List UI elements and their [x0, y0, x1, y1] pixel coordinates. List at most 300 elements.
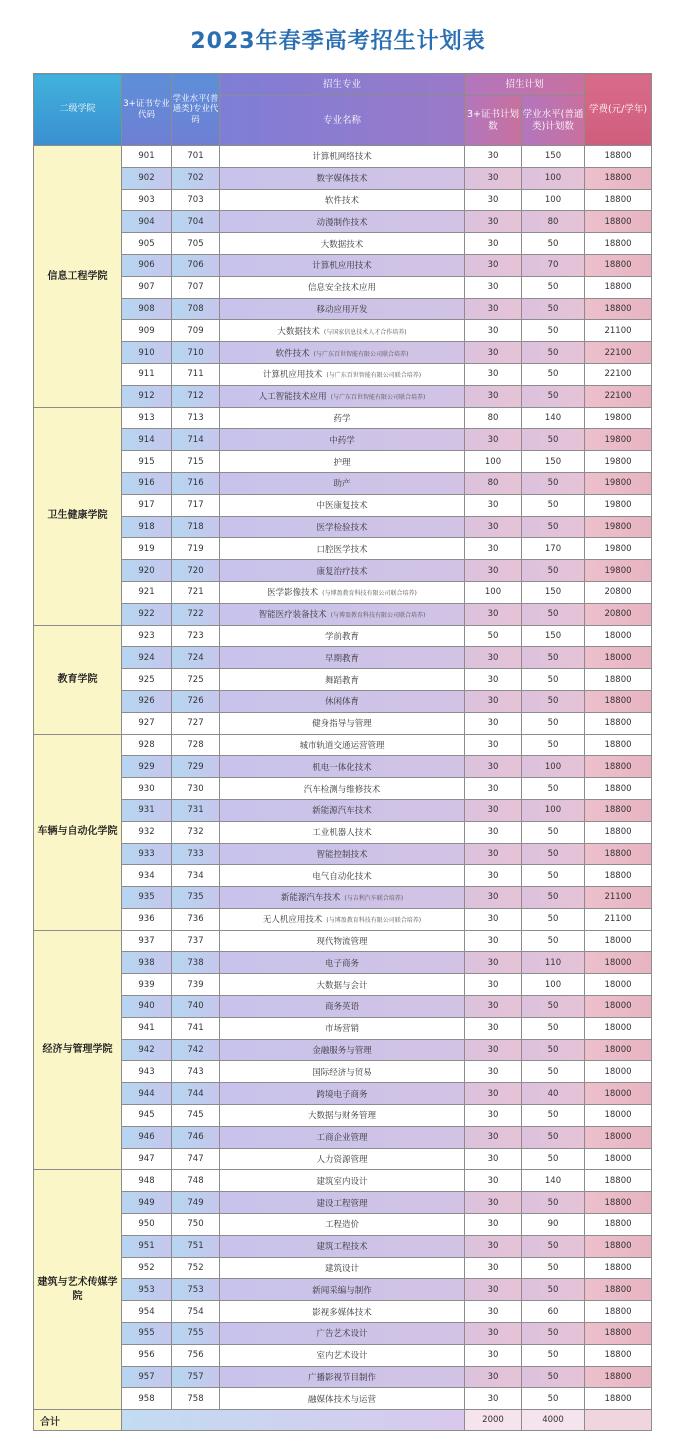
- fee-cell: 22100: [585, 385, 652, 407]
- cert-plan-cell: 30: [465, 908, 522, 930]
- cert-code-cell: 948: [122, 1170, 172, 1192]
- cert-code-cell: 921: [122, 581, 172, 603]
- major-name-cell: [220, 1148, 465, 1170]
- level-code-cell: 755: [172, 1323, 220, 1345]
- major-name: 护理: [333, 457, 351, 468]
- cert-plan-cell: 30: [465, 974, 522, 996]
- major-name-cell: [220, 1083, 465, 1105]
- level-plan-cell: 50: [522, 712, 585, 734]
- level-code-cell: 753: [172, 1279, 220, 1301]
- level-plan-cell: 50: [522, 298, 585, 320]
- fee-cell: 18800: [585, 167, 652, 189]
- fee-cell: 18800: [585, 799, 652, 821]
- level-code-cell: 709: [172, 320, 220, 342]
- level-code-cell: 714: [172, 429, 220, 451]
- major-name: 人工智能技术应用: [258, 392, 327, 403]
- cert-code-cell: 902: [122, 167, 172, 189]
- major-name-cell: [220, 363, 465, 385]
- major-name-cell: [220, 1039, 465, 1061]
- level-code-cell: 711: [172, 363, 220, 385]
- major-name: 工业机器人技术: [312, 828, 372, 839]
- total-cert-plan: 2000: [465, 1410, 522, 1431]
- level-code-cell: 739: [172, 974, 220, 996]
- level-plan-cell: 50: [522, 603, 585, 625]
- level-code-cell: 727: [172, 712, 220, 734]
- table-row: [34, 538, 652, 560]
- header-cert-code: 3+证书专业代码: [122, 74, 172, 146]
- major-name: 计算机网络技术: [312, 152, 372, 163]
- cert-plan-cell: 30: [465, 233, 522, 255]
- header-major-name: 专业名称: [220, 96, 465, 146]
- fee-cell: 18800: [585, 233, 652, 255]
- fee-cell: 19800: [585, 472, 652, 494]
- major-name-cell: [220, 1388, 465, 1410]
- major-name: 建设工程管理: [316, 1198, 368, 1209]
- cert-plan-cell: 30: [465, 494, 522, 516]
- major-name-cell: [220, 429, 465, 451]
- major-name: 休闲体育: [324, 697, 359, 708]
- major-name: 融媒体技术与运营: [307, 1394, 376, 1405]
- table-row: [34, 1061, 652, 1083]
- cert-plan-cell: 80: [465, 472, 522, 494]
- table-row: [34, 189, 652, 211]
- major-name-cell: [220, 1126, 465, 1148]
- fee-cell: 18800: [585, 865, 652, 887]
- level-plan-cell: 70: [522, 254, 585, 276]
- major-name-cell: [220, 669, 465, 691]
- major-name-cell: [220, 167, 465, 189]
- cert-code-cell: 929: [122, 756, 172, 778]
- fee-cell: 19800: [585, 429, 652, 451]
- table-row: [34, 603, 652, 625]
- cert-plan-cell: 30: [465, 1366, 522, 1388]
- cert-plan-cell: 30: [465, 1105, 522, 1127]
- level-code-cell: 701: [172, 146, 220, 168]
- level-plan-cell: 50: [522, 320, 585, 342]
- college-name: 建筑与艺术传媒学院: [34, 1170, 122, 1410]
- cert-plan-cell: 30: [465, 1083, 522, 1105]
- cert-code-cell: 934: [122, 865, 172, 887]
- major-name: 助产: [333, 479, 351, 490]
- total-filler: [122, 1410, 465, 1431]
- cert-plan-cell: 30: [465, 712, 522, 734]
- major-name-cell: [220, 974, 465, 996]
- level-code-cell: 704: [172, 211, 220, 233]
- header-fee: 学费(元/学年): [585, 74, 652, 146]
- fee-cell: 18000: [585, 996, 652, 1018]
- fee-cell: 18000: [585, 1039, 652, 1061]
- college-name: 信息工程学院: [34, 146, 122, 408]
- fee-cell: 21100: [585, 320, 652, 342]
- fee-cell: 18000: [585, 952, 652, 974]
- major-name-cell: [220, 385, 465, 407]
- major-name: 药学: [333, 413, 351, 424]
- level-plan-cell: 50: [522, 385, 585, 407]
- cert-code-cell: 922: [122, 603, 172, 625]
- level-code-cell: 749: [172, 1192, 220, 1214]
- level-plan-cell: 50: [522, 647, 585, 669]
- cert-plan-cell: 30: [465, 843, 522, 865]
- fee-cell: 18000: [585, 1148, 652, 1170]
- major-name-cell: [220, 930, 465, 952]
- fee-cell: 21100: [585, 908, 652, 930]
- cert-code-cell: 905: [122, 233, 172, 255]
- fee-cell: 18800: [585, 1344, 652, 1366]
- level-plan-cell: 50: [522, 669, 585, 691]
- major-name-cell: [220, 560, 465, 582]
- major-name-cell: [220, 887, 465, 909]
- level-plan-cell: 50: [522, 1235, 585, 1257]
- level-plan-cell: 50: [522, 865, 585, 887]
- level-plan-cell: 80: [522, 211, 585, 233]
- major-name: 计算机应用技术: [262, 370, 323, 381]
- fee-cell: 18800: [585, 1366, 652, 1388]
- cert-plan-cell: 30: [465, 146, 522, 168]
- cert-code-cell: 912: [122, 385, 172, 407]
- level-code-cell: 730: [172, 778, 220, 800]
- level-plan-cell: 50: [522, 560, 585, 582]
- table-row: [34, 778, 652, 800]
- major-name-cell: [220, 734, 465, 756]
- cert-plan-cell: 100: [465, 451, 522, 473]
- fee-cell: 18800: [585, 1192, 652, 1214]
- level-code-cell: 707: [172, 276, 220, 298]
- major-name-cell: [220, 211, 465, 233]
- cert-plan-cell: 30: [465, 1170, 522, 1192]
- header-level-code: 学业水平(普通类)专业代码: [172, 74, 220, 146]
- major-note: (与吉利汽车联合培养): [344, 895, 404, 903]
- table-row: [34, 363, 652, 385]
- level-code-cell: 747: [172, 1148, 220, 1170]
- major-name: 大数据技术: [277, 326, 320, 337]
- major-name: 数字媒体技术: [316, 174, 368, 185]
- major-name: 无人机应用技术: [262, 915, 323, 926]
- major-name-cell: [220, 756, 465, 778]
- level-code-cell: 756: [172, 1344, 220, 1366]
- cert-code-cell: 938: [122, 952, 172, 974]
- major-name-cell: [220, 254, 465, 276]
- level-plan-cell: 60: [522, 1301, 585, 1323]
- major-name-cell: [220, 451, 465, 473]
- cert-plan-cell: 30: [465, 603, 522, 625]
- level-plan-cell: 40: [522, 1083, 585, 1105]
- cert-code-cell: 903: [122, 189, 172, 211]
- cert-plan-cell: 30: [465, 1126, 522, 1148]
- major-note: (与广东百世智能有限公司联合培养): [326, 372, 422, 380]
- major-note: (与广东百世智能有限公司联合培养): [313, 350, 409, 358]
- cert-plan-cell: 30: [465, 690, 522, 712]
- cert-code-cell: 954: [122, 1301, 172, 1323]
- enrollment-plan-table: [33, 73, 652, 1431]
- cert-code-cell: 925: [122, 669, 172, 691]
- major-name: 计算机应用技术: [312, 261, 372, 272]
- fee-cell: 18800: [585, 298, 652, 320]
- cert-plan-cell: 30: [465, 799, 522, 821]
- cert-code-cell: 958: [122, 1388, 172, 1410]
- total-label: 合计: [34, 1410, 122, 1431]
- level-plan-cell: 150: [522, 146, 585, 168]
- major-note: (与广东百世智能有限公司联合培养): [330, 394, 426, 402]
- level-code-cell: 724: [172, 647, 220, 669]
- total-fee: [585, 1410, 652, 1431]
- table-row: [34, 1214, 652, 1236]
- college-name: 卫生健康学院: [34, 407, 122, 625]
- cert-code-cell: 927: [122, 712, 172, 734]
- fee-cell: 18000: [585, 647, 652, 669]
- table-row: [34, 1083, 652, 1105]
- cert-plan-cell: 30: [465, 1214, 522, 1236]
- cert-plan-cell: 30: [465, 429, 522, 451]
- major-name: 智能控制技术: [316, 849, 368, 860]
- fee-cell: 18800: [585, 734, 652, 756]
- level-plan-cell: 50: [522, 472, 585, 494]
- level-code-cell: 715: [172, 451, 220, 473]
- level-plan-cell: 50: [522, 996, 585, 1018]
- level-code-cell: 716: [172, 472, 220, 494]
- cert-plan-cell: 30: [465, 887, 522, 909]
- major-name: 建筑室内设计: [316, 1176, 368, 1187]
- fee-cell: 18800: [585, 669, 652, 691]
- level-plan-cell: 50: [522, 516, 585, 538]
- major-name-cell: [220, 1017, 465, 1039]
- major-name-cell: [220, 821, 465, 843]
- major-name: 康复治疗技术: [316, 566, 368, 577]
- table-row: [34, 625, 652, 647]
- table-row: [34, 1323, 652, 1345]
- major-name: 医学检验技术: [316, 522, 368, 533]
- major-name: 国际经济与贸易: [312, 1067, 372, 1078]
- major-name-cell: [220, 908, 465, 930]
- cert-plan-cell: 30: [465, 996, 522, 1018]
- level-plan-cell: 100: [522, 167, 585, 189]
- total-level-plan: 4000: [522, 1410, 585, 1431]
- major-name: 大数据与财务管理: [307, 1111, 376, 1122]
- level-plan-cell: 50: [522, 1148, 585, 1170]
- cert-plan-cell: 30: [465, 930, 522, 952]
- level-plan-cell: 50: [522, 1017, 585, 1039]
- table-row: [34, 930, 652, 952]
- fee-cell: 18800: [585, 690, 652, 712]
- level-code-cell: 733: [172, 843, 220, 865]
- table-row: [34, 669, 652, 691]
- level-code-cell: 706: [172, 254, 220, 276]
- major-name: 影视多媒体技术: [312, 1307, 372, 1318]
- major-name-cell: [220, 276, 465, 298]
- level-code-cell: 743: [172, 1061, 220, 1083]
- level-plan-cell: 170: [522, 538, 585, 560]
- major-name-cell: [220, 712, 465, 734]
- major-name: 现代物流管理: [316, 937, 368, 948]
- cert-code-cell: 941: [122, 1017, 172, 1039]
- cert-plan-cell: 30: [465, 1235, 522, 1257]
- cert-code-cell: 918: [122, 516, 172, 538]
- cert-plan-cell: 30: [465, 189, 522, 211]
- major-name: 动漫制作技术: [316, 217, 368, 228]
- major-name-cell: [220, 996, 465, 1018]
- level-code-cell: 723: [172, 625, 220, 647]
- total-row: [34, 1410, 652, 1431]
- level-plan-cell: 150: [522, 451, 585, 473]
- level-code-cell: 737: [172, 930, 220, 952]
- major-name-cell: [220, 647, 465, 669]
- major-name: 机电一体化技术: [312, 762, 372, 773]
- major-name: 工程造价: [324, 1220, 359, 1231]
- fee-cell: 18800: [585, 1214, 652, 1236]
- table-row: [34, 1148, 652, 1170]
- cert-code-cell: 930: [122, 778, 172, 800]
- cert-plan-cell: 30: [465, 1257, 522, 1279]
- level-code-cell: 732: [172, 821, 220, 843]
- cert-code-cell: 915: [122, 451, 172, 473]
- level-code-cell: 735: [172, 887, 220, 909]
- cert-code-cell: 931: [122, 799, 172, 821]
- major-name-cell: [220, 690, 465, 712]
- level-code-cell: 721: [172, 581, 220, 603]
- major-name-cell: [220, 1061, 465, 1083]
- major-name: 广播影视节目制作: [307, 1373, 376, 1384]
- fee-cell: 22100: [585, 363, 652, 385]
- cert-plan-cell: 30: [465, 167, 522, 189]
- table-row: [34, 734, 652, 756]
- cert-plan-cell: 30: [465, 1323, 522, 1345]
- table-row: [34, 843, 652, 865]
- level-plan-cell: 50: [522, 887, 585, 909]
- cert-code-cell: 946: [122, 1126, 172, 1148]
- fee-cell: 18800: [585, 1170, 652, 1192]
- major-name: 早期教育: [324, 653, 359, 664]
- table-row: [34, 211, 652, 233]
- table-row: [34, 451, 652, 473]
- table-row: [34, 167, 652, 189]
- cert-plan-cell: 30: [465, 1039, 522, 1061]
- level-code-cell: 729: [172, 756, 220, 778]
- level-plan-cell: 50: [522, 1105, 585, 1127]
- level-plan-cell: 100: [522, 189, 585, 211]
- level-code-cell: 740: [172, 996, 220, 1018]
- cert-code-cell: 950: [122, 1214, 172, 1236]
- major-name: 信息安全技术应用: [307, 283, 376, 294]
- major-name-cell: [220, 625, 465, 647]
- cert-code-cell: 951: [122, 1235, 172, 1257]
- major-name-cell: [220, 407, 465, 429]
- table-row: [34, 1017, 652, 1039]
- level-plan-cell: 50: [522, 233, 585, 255]
- cert-plan-cell: 30: [465, 385, 522, 407]
- level-plan-cell: 150: [522, 581, 585, 603]
- major-name: 室内艺术设计: [316, 1351, 368, 1362]
- major-name-cell: [220, 1192, 465, 1214]
- cert-code-cell: 945: [122, 1105, 172, 1127]
- cert-plan-cell: 30: [465, 538, 522, 560]
- fee-cell: 18800: [585, 712, 652, 734]
- table-row: [34, 1105, 652, 1127]
- major-name: 电子商务: [324, 958, 359, 969]
- fee-cell: 18800: [585, 254, 652, 276]
- level-plan-cell: 50: [522, 1388, 585, 1410]
- table-row: [34, 690, 652, 712]
- major-name: 商务英语: [324, 1002, 359, 1013]
- major-name: 人力资源管理: [316, 1155, 368, 1166]
- major-name-cell: [220, 1344, 465, 1366]
- major-name-cell: [220, 516, 465, 538]
- major-name-cell: [220, 1323, 465, 1345]
- table-row: [34, 472, 652, 494]
- cert-plan-cell: 30: [465, 756, 522, 778]
- table-row: [34, 429, 652, 451]
- cert-code-cell: 914: [122, 429, 172, 451]
- fee-cell: 18000: [585, 974, 652, 996]
- level-code-cell: 722: [172, 603, 220, 625]
- cert-code-cell: 920: [122, 560, 172, 582]
- major-name-cell: [220, 1301, 465, 1323]
- fee-cell: 20800: [585, 603, 652, 625]
- fee-cell: 22100: [585, 342, 652, 364]
- major-name: 医学影像技术: [267, 588, 319, 599]
- major-note: (与博盈教育科技有限公司联合培养): [330, 612, 426, 620]
- level-plan-cell: 50: [522, 1279, 585, 1301]
- cert-plan-cell: 30: [465, 320, 522, 342]
- fee-cell: 19800: [585, 451, 652, 473]
- major-name-cell: [220, 1257, 465, 1279]
- table-row: [34, 996, 652, 1018]
- level-code-cell: 741: [172, 1017, 220, 1039]
- header-plan-group: 招生计划: [465, 74, 585, 96]
- cert-code-cell: 935: [122, 887, 172, 909]
- fee-cell: 18800: [585, 146, 652, 168]
- table-row: [34, 1366, 652, 1388]
- table-row: [34, 1301, 652, 1323]
- major-name: 跨境电子商务: [316, 1089, 368, 1100]
- cert-code-cell: 911: [122, 363, 172, 385]
- level-plan-cell: 50: [522, 1061, 585, 1083]
- cert-plan-cell: 30: [465, 865, 522, 887]
- table-row: [34, 581, 652, 603]
- major-name-cell: [220, 952, 465, 974]
- fee-cell: 18800: [585, 756, 652, 778]
- cert-code-cell: 957: [122, 1366, 172, 1388]
- major-name: 工商企业管理: [316, 1133, 368, 1144]
- cert-code-cell: 908: [122, 298, 172, 320]
- table-row: [34, 974, 652, 996]
- cert-code-cell: 956: [122, 1344, 172, 1366]
- major-name: 中医康复技术: [316, 501, 368, 512]
- page-title: 2023年春季高考招生计划表: [190, 29, 486, 54]
- major-name: 广告艺术设计: [316, 1329, 368, 1340]
- cert-plan-cell: 30: [465, 1192, 522, 1214]
- level-code-cell: 758: [172, 1388, 220, 1410]
- major-name: 软件技术: [275, 348, 310, 359]
- major-name-cell: [220, 1366, 465, 1388]
- fee-cell: 18800: [585, 1257, 652, 1279]
- level-code-cell: 745: [172, 1105, 220, 1127]
- level-plan-cell: 150: [522, 625, 585, 647]
- level-code-cell: 713: [172, 407, 220, 429]
- table-row: [34, 756, 652, 778]
- cert-code-cell: 942: [122, 1039, 172, 1061]
- level-plan-cell: 50: [522, 342, 585, 364]
- cert-plan-cell: 30: [465, 254, 522, 276]
- header-level-plan: 学业水平(普通类)计划数: [522, 96, 585, 146]
- cert-code-cell: 952: [122, 1257, 172, 1279]
- major-name: 电气自动化技术: [312, 871, 372, 882]
- level-code-cell: 751: [172, 1235, 220, 1257]
- cert-plan-cell: 30: [465, 560, 522, 582]
- level-plan-cell: 140: [522, 1170, 585, 1192]
- college-name: 经济与管理学院: [34, 930, 122, 1170]
- cert-code-cell: 932: [122, 821, 172, 843]
- table-row: [34, 821, 652, 843]
- fee-cell: 19800: [585, 560, 652, 582]
